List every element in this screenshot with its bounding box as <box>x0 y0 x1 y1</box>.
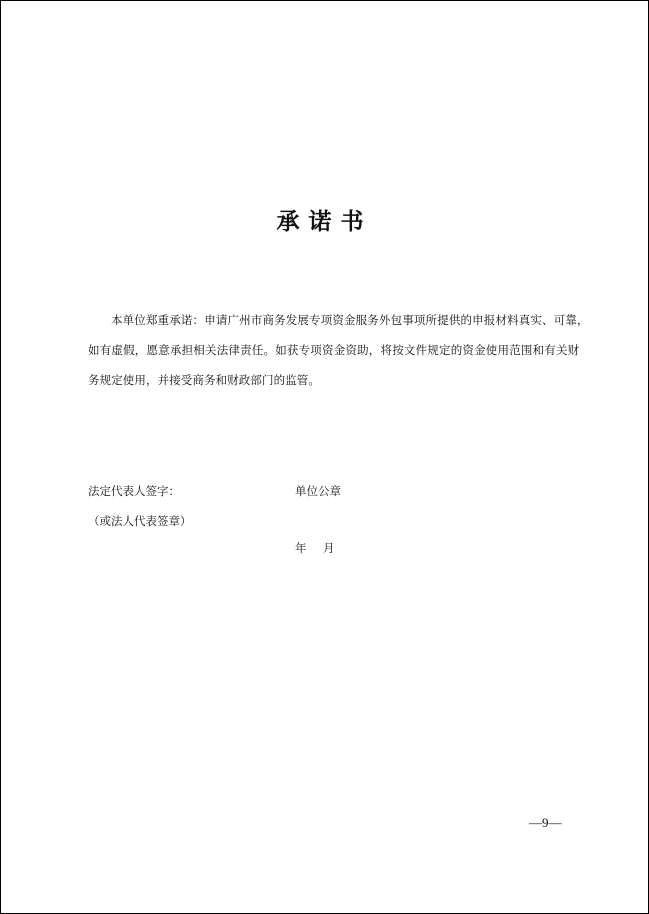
legal-representative-seal-label: （或法人代表签章） <box>88 514 192 528</box>
pledge-paragraph-line-2: 如有虚假，愿意承担相关法律责任。如获专项资金资助，将按文件规定的资金使用范围和有关财 <box>88 343 580 357</box>
page-number: —9— <box>529 815 562 830</box>
document-title: 承诺书 <box>276 208 373 235</box>
legal-representative-signature-label: 法定代表人签字： <box>88 484 180 498</box>
date-year-label: 年 <box>295 541 307 555</box>
pledge-paragraph-line-1: 本单位郑重承诺：申请广州市商务发展专项资金服务外包事项所提供的申报材料真实、可靠， <box>111 313 589 327</box>
company-seal-label: 单位公章 <box>295 484 341 498</box>
date-month-label: 月 <box>323 541 335 555</box>
pledge-paragraph-line-3: 务规定使用，并接受商务和财政部门的监管。 <box>88 373 320 387</box>
